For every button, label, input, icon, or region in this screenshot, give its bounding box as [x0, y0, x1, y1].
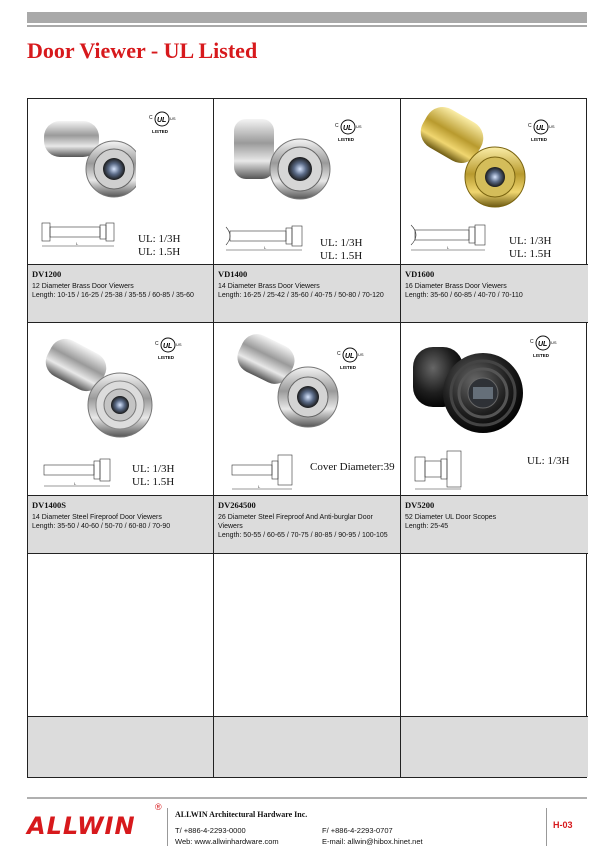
- product-description: 14 Diameter Steel Fireproof Door Viewers: [32, 514, 162, 521]
- svg-text:UL: UL: [345, 353, 355, 360]
- product-image-cell-dv1400s: [28, 323, 214, 496]
- product-length: Length: 25-45: [405, 523, 449, 530]
- viewer-photo-chrome: [36, 335, 156, 445]
- ul-ratings: UL: 1/3H UL: 1.5H: [132, 463, 175, 488]
- product-code: DV1200: [32, 269, 62, 279]
- product-length: Length: 50-55 / 60-65 / 70-75 / 80-85 / 90-95 / 100-105: [218, 532, 388, 539]
- svg-text:LISTED: LISTED: [340, 365, 357, 370]
- company-name: ALLWIN Architectural Hardware Inc.: [175, 810, 308, 819]
- svg-text:UL: UL: [536, 125, 546, 132]
- footer-rule: [27, 797, 587, 799]
- cover-diameter: Cover Diameter:39: [310, 461, 395, 473]
- product-info-dv5200: [401, 496, 588, 554]
- ul-listed-logo: [527, 333, 567, 361]
- page-title: Door Viewer - UL Listed: [27, 38, 258, 63]
- product-image-cell-dv1200: [28, 99, 214, 265]
- product-description: 14 Diameter Brass Door Viewers: [218, 283, 320, 290]
- viewer-photo-chrome: [36, 107, 136, 207]
- product-length: Length: 35-50 / 40-60 / 50-70 / 60-80 / 70-90: [32, 523, 171, 530]
- product-description: 26 Diameter Steel Fireproof And Anti-burglar Door Viewers: [218, 514, 373, 530]
- ul-ratings: UL: 1/3H UL: 1.5H: [509, 235, 552, 260]
- product-description: 52 Diameter UL Door Scopes: [405, 514, 497, 521]
- svg-text:US: US: [170, 116, 176, 121]
- product-info-vd1600: [401, 265, 588, 323]
- empty-info-cell: [401, 717, 588, 777]
- footer-divider-right: [546, 808, 547, 846]
- telephone: T/ +886-4-2293-0000: [175, 826, 246, 835]
- svg-text:US: US: [358, 352, 364, 357]
- product-code: VD1400: [218, 269, 248, 279]
- svg-text:C: C: [337, 351, 341, 357]
- product-info-dv1200: [28, 265, 214, 323]
- empty-info-cell: [28, 717, 214, 777]
- product-code: DV264500: [218, 500, 256, 510]
- ul-listed-logo: [334, 345, 374, 373]
- svg-text:L: L: [447, 245, 450, 250]
- ul-listed-logo: [525, 117, 565, 145]
- svg-text:UL: UL: [343, 125, 353, 132]
- viewer-photo-brass: [407, 107, 527, 217]
- registered-mark: ®: [155, 802, 162, 812]
- ul-ratings: UL: 1/3H UL: 1.5H: [138, 233, 181, 258]
- empty-image-cell: [401, 554, 588, 717]
- top-bar-thin: [27, 25, 587, 27]
- ul-listed-logo: [146, 109, 186, 137]
- svg-text:LISTED: LISTED: [152, 129, 169, 134]
- svg-text:C: C: [528, 123, 532, 129]
- technical-drawing: [34, 451, 124, 491]
- svg-text:LISTED: LISTED: [531, 137, 548, 142]
- product-length: Length: 35-60 / 60-85 / 40-70 / 70-110: [405, 292, 523, 299]
- empty-image-cell: [28, 554, 214, 717]
- svg-text:C: C: [530, 339, 534, 345]
- svg-text:UL: UL: [157, 117, 167, 124]
- svg-text:L: L: [74, 481, 77, 486]
- viewer-photo-chrome: [222, 109, 332, 209]
- product-length: Length: 16-25 / 25-42 / 35-60 / 40-75 / 50-80 / 70-120: [218, 292, 384, 299]
- door-scope-photo-black: [407, 333, 527, 445]
- product-image-cell-dv5200: [401, 323, 588, 496]
- product-code: VD1600: [405, 269, 435, 279]
- svg-text:LISTED: LISTED: [158, 355, 175, 360]
- svg-text:US: US: [549, 124, 555, 129]
- empty-image-cell: [214, 554, 401, 717]
- svg-text:C: C: [155, 341, 159, 347]
- website-link[interactable]: Web: www.allwinhardware.com: [175, 837, 279, 846]
- svg-text:LISTED: LISTED: [338, 137, 355, 142]
- ul-ratings: UL: 1/3H UL: 1.5H: [320, 237, 363, 262]
- product-description: 12 Diameter Brass Door Viewers: [32, 283, 134, 290]
- top-bar: [27, 12, 587, 23]
- product-description: 16 Diameter Brass Door Viewers: [405, 283, 507, 290]
- product-image-cell-vd1400: [214, 99, 401, 265]
- svg-text:US: US: [551, 340, 557, 345]
- product-info-dv264500: [214, 496, 401, 554]
- svg-text:L: L: [264, 245, 267, 250]
- allwin-logo: ALLWIN: [27, 812, 136, 840]
- email-link[interactable]: E-mail: allwin@hibox.hinet.net: [322, 837, 423, 846]
- svg-text:US: US: [176, 342, 182, 347]
- ul-ratings: UL: 1/3H: [527, 455, 570, 467]
- technical-drawing: [222, 221, 317, 253]
- technical-drawing: [38, 217, 148, 249]
- product-length: Length: 10-15 / 16-25 / 25-38 / 35-55 / 60-85 / 35-60: [32, 292, 194, 299]
- fax: F/ +886-4-2293-0707: [322, 826, 393, 835]
- ul-listed-logo: [332, 117, 372, 145]
- product-image-cell-vd1600: [401, 99, 588, 265]
- svg-text:C: C: [335, 123, 339, 129]
- svg-text:UL: UL: [538, 341, 548, 348]
- product-image-cell-dv264500: [214, 323, 401, 496]
- viewer-photo-chrome: [224, 331, 344, 439]
- svg-text:LISTED: LISTED: [533, 353, 550, 358]
- product-code: DV5200: [405, 500, 435, 510]
- svg-text:C: C: [149, 115, 153, 121]
- svg-text:UL: UL: [163, 343, 173, 350]
- product-info-vd1400: [214, 265, 401, 323]
- technical-drawing: [222, 449, 312, 493]
- svg-text:US: US: [356, 124, 362, 129]
- technical-drawing: [407, 219, 502, 253]
- svg-text:L: L: [258, 484, 261, 489]
- page-code: H-03: [553, 820, 573, 830]
- product-grid: [27, 98, 587, 778]
- product-code: DV1400S: [32, 500, 67, 510]
- technical-drawing: [409, 447, 479, 491]
- empty-info-cell: [214, 717, 401, 777]
- ul-listed-logo: [152, 335, 192, 363]
- product-info-dv1400s: [28, 496, 214, 554]
- svg-text:L: L: [76, 241, 79, 246]
- footer-divider: [167, 808, 168, 846]
